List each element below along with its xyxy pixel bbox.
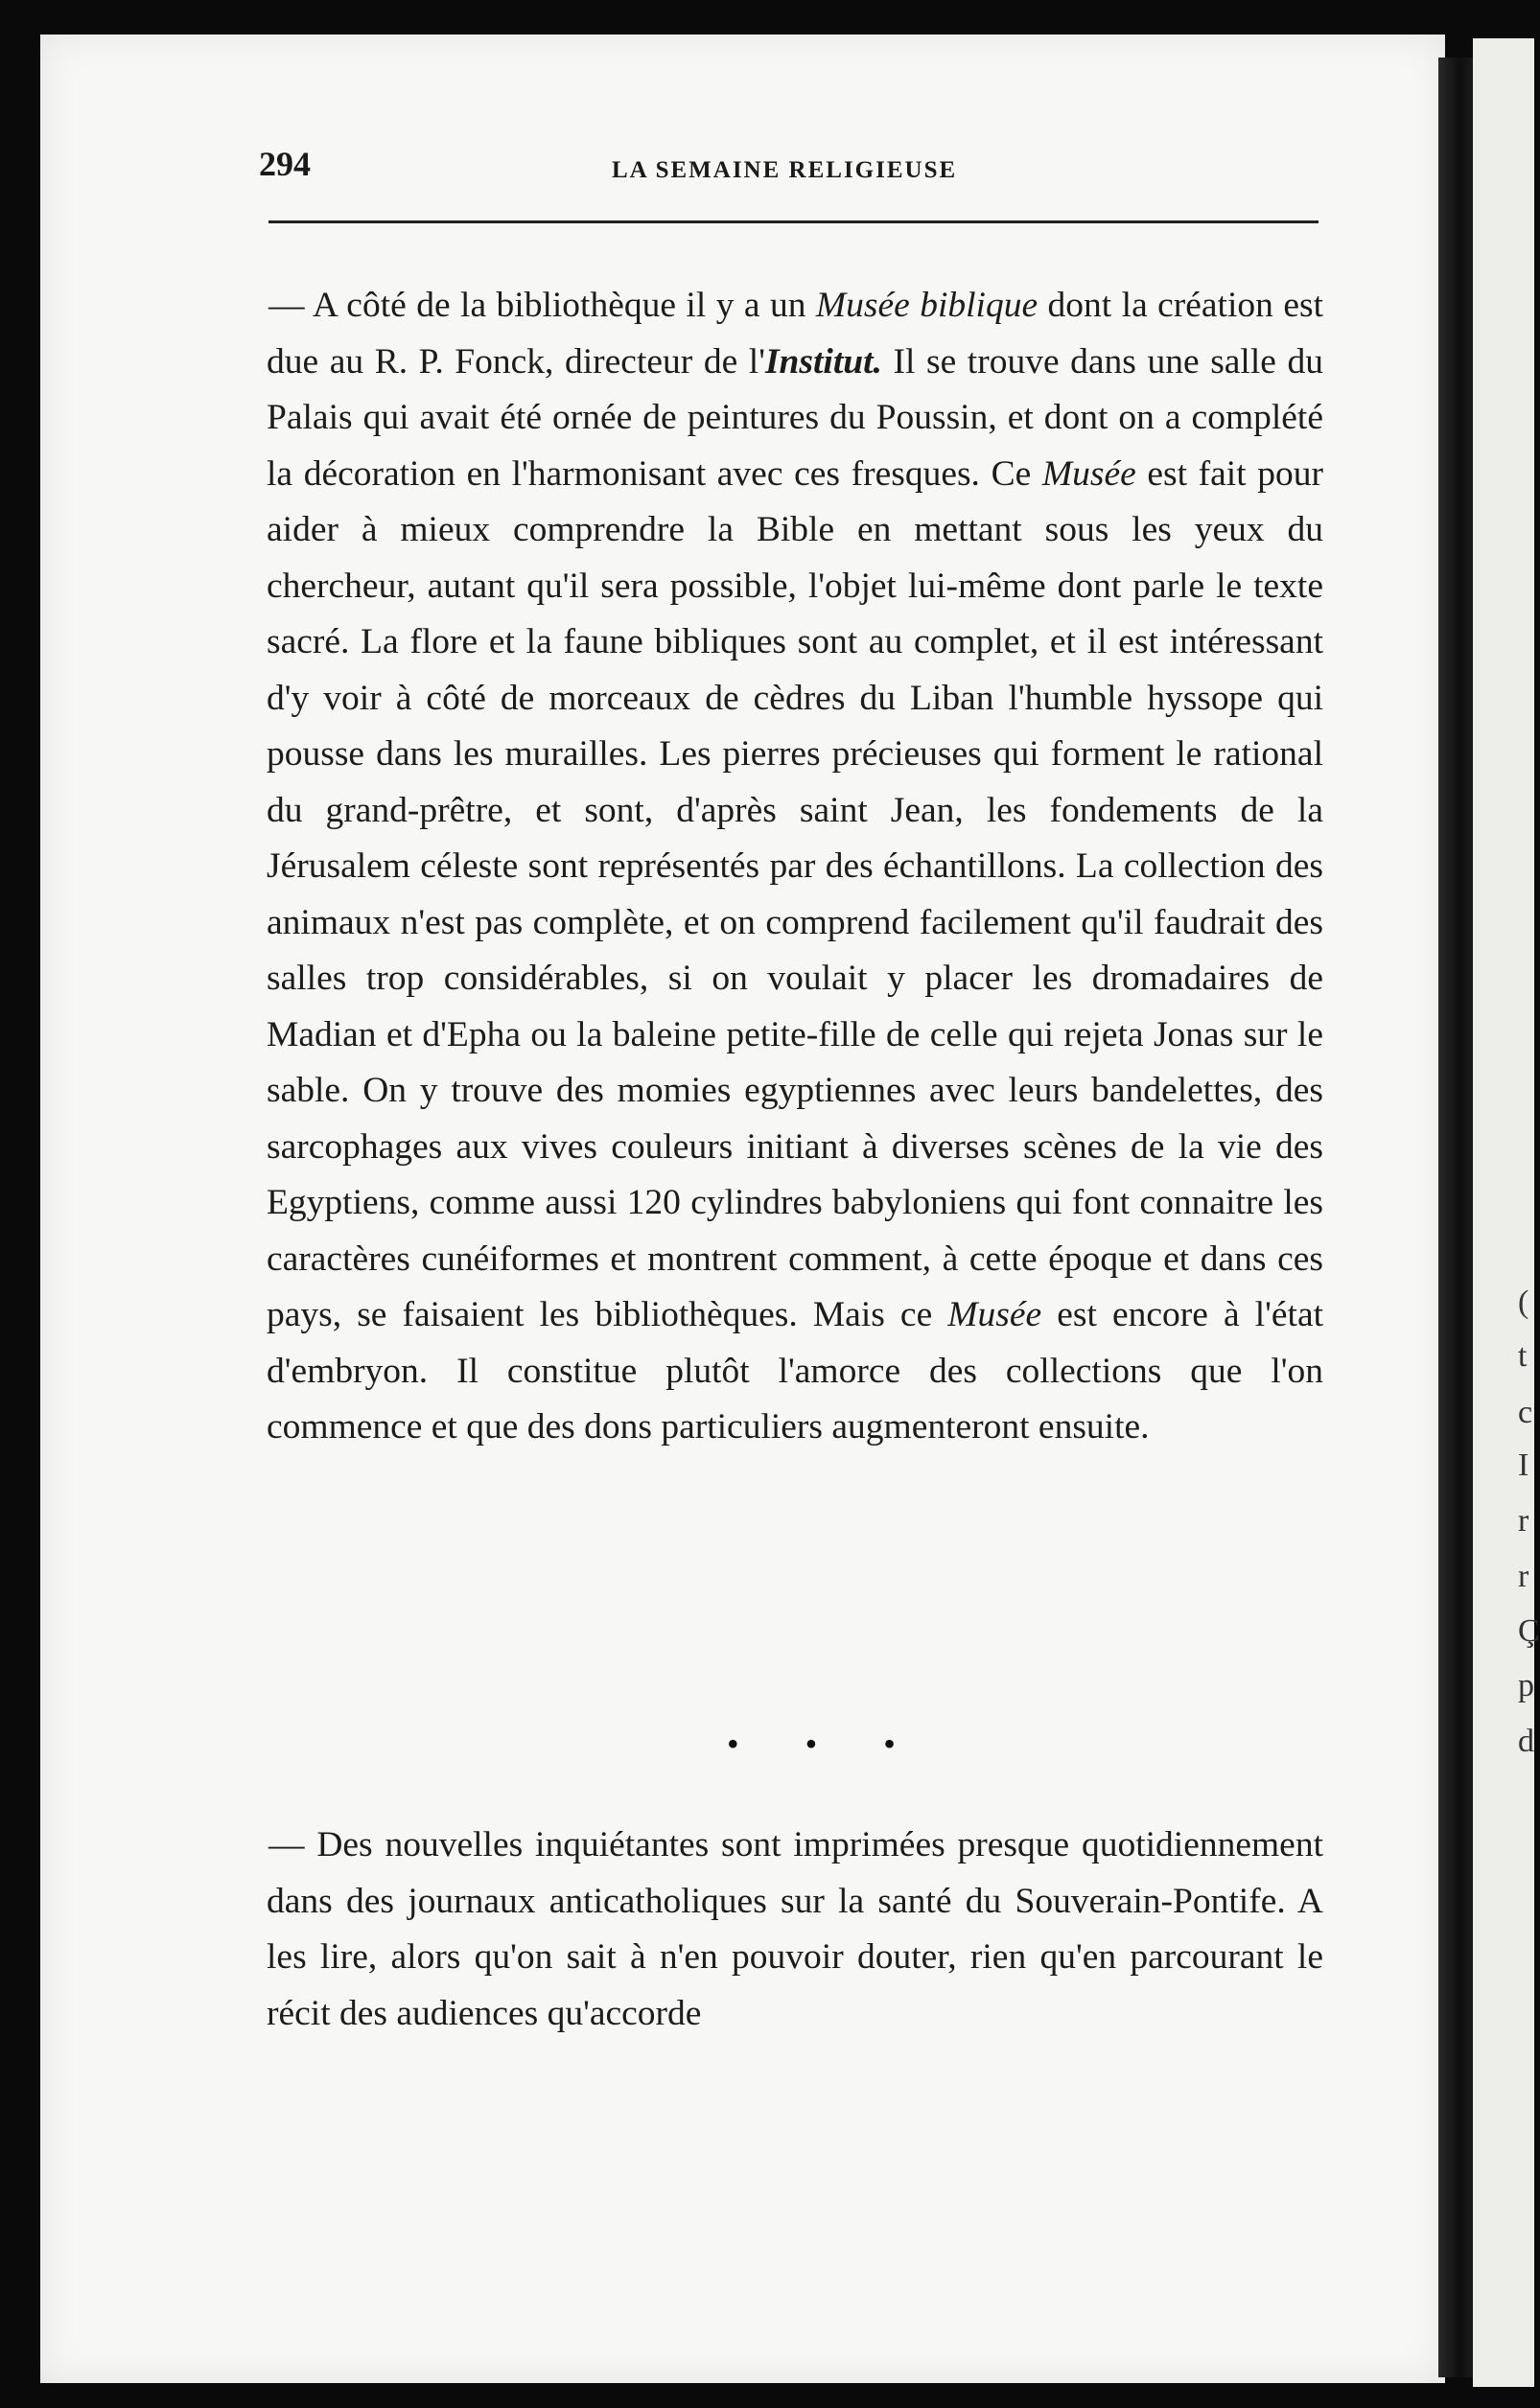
text-run: — A côté de la bibliothèque il y a un	[268, 286, 816, 325]
facing-page-glyph: c	[1518, 1395, 1533, 1430]
text-run: dont la création est due au R. P. Fonck, directeur de l'	[267, 286, 1323, 382]
facing-page-glyph: r	[1518, 1503, 1529, 1539]
page-number: 294	[259, 145, 311, 183]
paragraph-musee-biblique	[267, 278, 1323, 1456]
text-run: est encore à l'état d'embryon. Il constitue plutôt l'amorce des collections que l'on commence et que des dons particuliers augmenteront ensuite.	[267, 1295, 1324, 1447]
italic-institut: Institut.	[764, 341, 882, 382]
italic-title: Musée biblique	[815, 286, 1038, 325]
facing-page-glyph: I	[1518, 1447, 1529, 1483]
italic-musee: Musée	[1041, 453, 1136, 494]
facing-page-glyph: (	[1518, 1285, 1529, 1320]
running-title: LA SEMAINE RELIGIEUSE	[612, 157, 958, 183]
section-separator: • • •	[727, 1725, 924, 1763]
facing-page-glyph: r	[1518, 1559, 1529, 1594]
book-spine	[1438, 58, 1473, 2377]
text-run: Il se trouve dans une salle du Palais qui avait été ornée de peintures du Poussin, et dont on a complété la décoration en l'harmonisant avec ces fresques. Ce	[267, 341, 1323, 494]
facing-page-glyph: Ç	[1518, 1613, 1540, 1649]
paragraph-souverain-pontife	[267, 1818, 1323, 2042]
italic-musee: Musée	[947, 1295, 1042, 1334]
facing-page-glyph: t	[1518, 1338, 1528, 1374]
header-rule	[268, 220, 1318, 223]
facing-page-glyph: d	[1518, 1724, 1534, 1759]
text-run: — Des nouvelles inquiétantes sont imprimées presque quotidiennement dans des journaux anticatholiques sur la santé du Souverain-Pontife. A les lire, alors qu'on sait à n'en pouvoir douter, rien qu'en parcourant le récit des audiences qu'accorde	[267, 1825, 1323, 2033]
page-header	[259, 144, 1323, 192]
facing-page-glyph: p	[1518, 1668, 1534, 1703]
text-run: est fait pour aider à mieux comprendre la Bible en mettant sous les yeux du chercheur, autant qu'il sera possible, l'objet lui-même dont parle le texte sacré. La flore et la faune bibliques sont au complet, et il est intéressant d'y voir à côté de morceaux de cèdres du Liban l'humble hyssope qui pousse dans les murailles. Les pierres précieuses qui forment le rational du grand-prêtre, et sont, d'après saint Jean, les fondements de la Jérusalem céleste sont représentés par des échantillons. La collection des animaux n'est pas complète, et on comprend facilement qu'il faudrait des salles trop considérables, si on voulait y placer les dromadaires de Madian et d'Epha ou la baleine petite-fille de celle qui rejeta Jonas sur le sable. On y trouve des momies egyptiennes avec leurs bandelettes, des sarcophages aux vives couleurs initiant à diverses scènes de la vie des Egyptiens, comme aussi 120 cylindres babyloniens qui font connaitre les caractères cunéiformes et montrent comment, à cette époque et dans ces pays, se faisaient les bibliothèques. Mais ce	[267, 453, 1323, 1334]
facing-page-edge	[1473, 38, 1534, 2387]
